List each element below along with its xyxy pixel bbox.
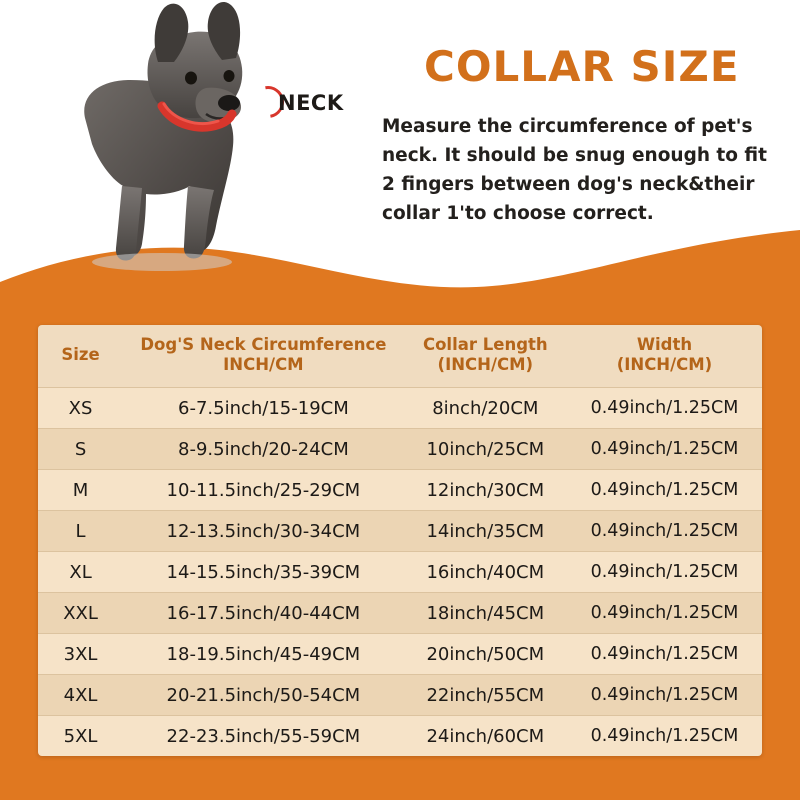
cell-width: 0.49inch/1.25CM — [567, 470, 762, 511]
cell-neck: 20-21.5inch/50-54CM — [123, 675, 404, 716]
cell-length: 14inch/35CM — [404, 511, 567, 552]
page-title: COLLAR SIZE — [424, 42, 740, 91]
column-header-size — [38, 325, 123, 388]
column-header-neck — [123, 325, 404, 388]
column-header-length — [404, 325, 567, 388]
cell-width: 0.49inch/1.25CM — [567, 593, 762, 634]
cell-neck: 18-19.5inch/45-49CM — [123, 634, 404, 675]
cell-neck: 22-23.5inch/55-59CM — [123, 716, 404, 757]
column-header-length-line2: (INCH/CM) — [437, 355, 534, 374]
table-row — [38, 675, 762, 716]
cell-neck: 12-13.5inch/30-34CM — [123, 511, 404, 552]
cell-length: 20inch/50CM — [404, 634, 567, 675]
table-row — [38, 634, 762, 675]
cell-width: 0.49inch/1.25CM — [567, 388, 762, 429]
cell-size: L — [38, 511, 123, 552]
cell-width: 0.49inch/1.25CM — [567, 634, 762, 675]
column-header-width-line1: Width — [636, 335, 693, 354]
cell-length: 22inch/55CM — [404, 675, 567, 716]
cell-width: 0.49inch/1.25CM — [567, 429, 762, 470]
table-row — [38, 388, 762, 429]
table-row — [38, 511, 762, 552]
table-row — [38, 593, 762, 634]
cell-size: XL — [38, 552, 123, 593]
cell-width: 0.49inch/1.25CM — [567, 716, 762, 757]
cell-neck: 14-15.5inch/35-39CM — [123, 552, 404, 593]
table-header-row — [38, 325, 762, 388]
column-header-neck-line2: INCH/CM — [223, 355, 304, 374]
dog-photo — [30, 0, 330, 280]
cell-length: 8inch/20CM — [404, 388, 567, 429]
table-row — [38, 470, 762, 511]
header — [0, 0, 800, 280]
cell-size: XS — [38, 388, 123, 429]
cell-size: S — [38, 429, 123, 470]
column-header-width — [567, 325, 762, 388]
cell-length: 16inch/40CM — [404, 552, 567, 593]
cell-length: 18inch/45CM — [404, 593, 567, 634]
cell-neck: 10-11.5inch/25-29CM — [123, 470, 404, 511]
table-row — [38, 716, 762, 757]
cell-width: 0.49inch/1.25CM — [567, 511, 762, 552]
table-row — [38, 429, 762, 470]
cell-length: 24inch/60CM — [404, 716, 567, 757]
cell-neck: 6-7.5inch/15-19CM — [123, 388, 404, 429]
cell-width: 0.49inch/1.25CM — [567, 552, 762, 593]
cell-size: 5XL — [38, 716, 123, 757]
size-table — [38, 325, 762, 756]
column-header-neck-line1: Dog'S Neck Circumference — [140, 335, 387, 354]
column-header-size-line1: Size — [61, 345, 100, 364]
cell-size: M — [38, 470, 123, 511]
description-text: Measure the circumference of pet's neck. It should be snug enough to fit 2 fingers between dog's neck&their collar 1'to choose correct. — [382, 116, 767, 224]
table-row — [38, 552, 762, 593]
cell-size: 4XL — [38, 675, 123, 716]
neck-label: NECK — [278, 91, 344, 115]
cell-neck: 8-9.5inch/20-24CM — [123, 429, 404, 470]
cell-length: 12inch/30CM — [404, 470, 567, 511]
cell-length: 10inch/25CM — [404, 429, 567, 470]
column-header-length-line1: Collar Length — [422, 335, 548, 354]
cell-size: 3XL — [38, 634, 123, 675]
cell-neck: 16-17.5inch/40-44CM — [123, 593, 404, 634]
cell-size: XXL — [38, 593, 123, 634]
column-header-width-line2: (INCH/CM) — [616, 355, 713, 374]
cell-width: 0.49inch/1.25CM — [567, 675, 762, 716]
